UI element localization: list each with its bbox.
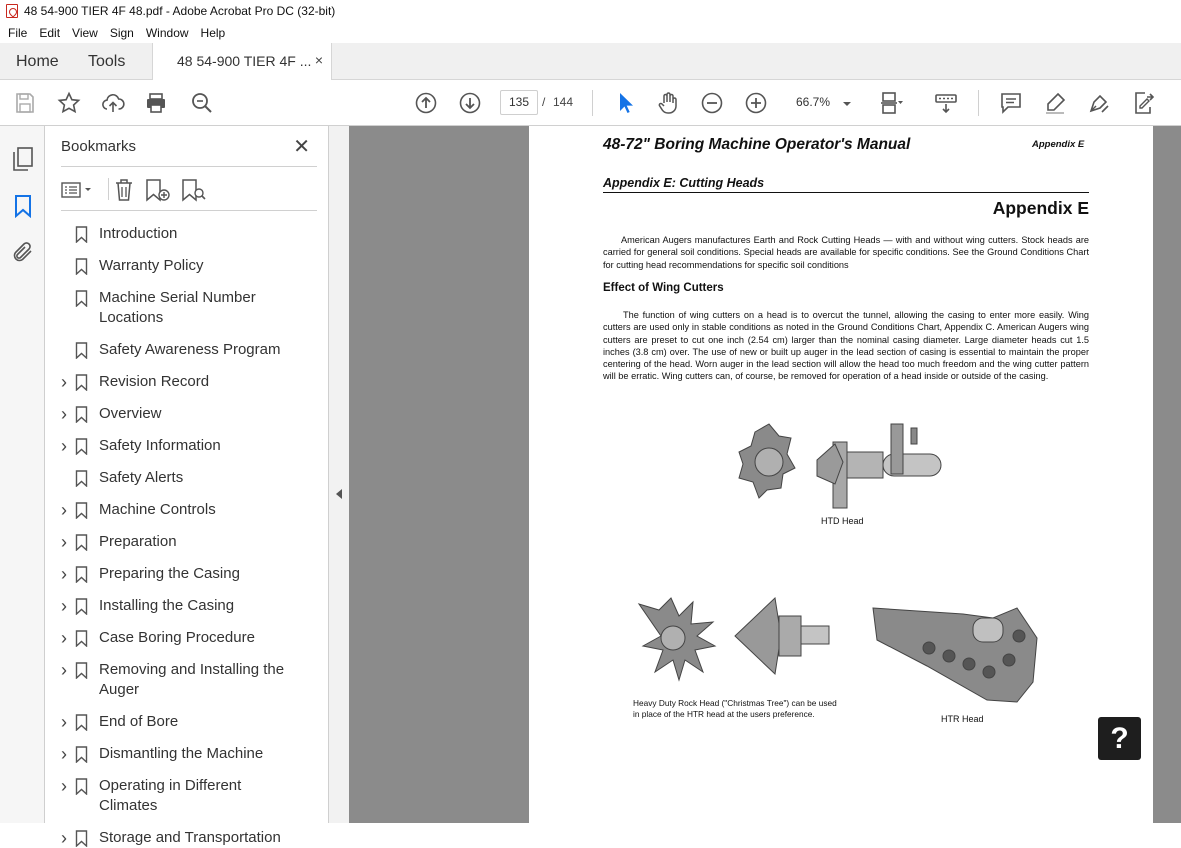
total-pages: 144 [553, 95, 574, 109]
bookmark-label: Warranty Policy [99, 257, 204, 274]
expand-chevron-icon[interactable]: › [61, 436, 67, 456]
acrobat-pdf-icon [6, 4, 18, 18]
save-icon[interactable] [12, 90, 38, 116]
collapse-panel-icon[interactable] [335, 488, 343, 503]
sign-pen-icon[interactable] [1086, 90, 1112, 116]
expand-chevron-icon[interactable]: › [61, 372, 67, 392]
htd-head-image [735, 420, 967, 512]
bookmark-flag-icon [75, 566, 88, 583]
expand-chevron-icon[interactable]: › [61, 744, 67, 764]
bookmark-label: Operating in Different Climates [99, 777, 242, 814]
expand-chevron-icon[interactable]: › [61, 596, 67, 616]
bookmark-options-menu-icon[interactable] [61, 180, 95, 203]
bookmark-flag-icon [75, 662, 88, 679]
page-display-icon[interactable] [878, 90, 904, 116]
bookmark-item[interactable] [45, 744, 307, 764]
bookmark-label: Safety Information [99, 437, 221, 454]
bookmark-flag-icon [75, 290, 88, 307]
bookmark-flag-icon [75, 714, 88, 731]
page-thumbnails-icon[interactable] [11, 146, 35, 175]
expand-chevron-icon[interactable]: › [61, 404, 67, 424]
chevron-down-icon[interactable] [842, 97, 852, 111]
bookmark-flag-icon [75, 470, 88, 487]
bookmark-flag-icon [75, 746, 88, 763]
htr-head-image [869, 600, 1049, 714]
bookmark-flag-icon [75, 830, 88, 847]
bookmark-label: Preparing the Casing [99, 565, 240, 582]
bookmark-flag-icon [75, 374, 88, 391]
bookmark-label: Safety Awareness Program [99, 341, 281, 358]
comment-icon[interactable] [998, 90, 1024, 116]
bookmark-label: Machine Serial Number Locations [99, 289, 256, 326]
page-number-input[interactable]: 135 [500, 90, 538, 115]
menu-window[interactable]: Window [145, 25, 189, 40]
bookmark-item[interactable] [45, 776, 307, 816]
bookmark-flag-icon [75, 630, 88, 647]
bookmark-label: Safety Alerts [99, 469, 184, 486]
bookmark-item[interactable] [45, 340, 307, 360]
bookmark-item[interactable] [45, 532, 307, 552]
bookmark-item[interactable] [45, 404, 307, 424]
bookmark-item[interactable] [45, 256, 307, 276]
new-bookmark-icon[interactable] [145, 178, 171, 205]
close-panel-icon[interactable]: ✕ [293, 136, 310, 158]
bookmark-flag-icon [75, 226, 88, 243]
expand-chevron-icon[interactable]: › [61, 828, 67, 848]
bookmarks-panel-title: Bookmarks [61, 138, 137, 155]
intro-paragraph: American Augers manufactures Earth and Rock Cutting Heads — with and without wing cutters. Stock heads are carried for general soil conditions. Special heads are available for specific conditions. See the Ground Conditions Chart for cutting head recommendations for specific soil conditions [603, 235, 1089, 270]
bookmark-flag-icon [75, 534, 88, 551]
body-paragraph: The function of wing cutters on a head is to overcut the tunnel, allowing the casing to enter more easily. Wing cutters are used only in stable conditions as noted in the Ground Conditions Chart, Appendix C. American Augers wing cutters are preset to cut one inch (2.54 cm) larger than the nominal casing diameter. Large diameter heads cut 1.5 inches (3.8 cm) over. The use of new or built up auger in the lead section of casing is essential to maintain the proper centering of the head. Worn auger in the lead section will allow the head too much freedom and the wing cutter pattern will be erratic. Wing cutters can, of course, be removed for operation of a head inside or outside of the casing. [603, 310, 1089, 382]
bookmark-label: Removing and Installing the Auger [99, 661, 285, 698]
bookmark-item[interactable] [45, 828, 307, 848]
document-view[interactable] [349, 126, 1181, 823]
panel-splitter[interactable] [328, 126, 349, 823]
appendix-heading: Appendix E [992, 198, 1089, 218]
bookmark-label: End of Bore [99, 713, 179, 730]
menu-edit[interactable]: Edit [39, 25, 61, 40]
tab-bar [0, 43, 1181, 80]
print-icon[interactable] [143, 90, 169, 116]
tab-home[interactable]: Home [16, 53, 59, 70]
expand-chevron-icon[interactable]: › [61, 776, 67, 796]
expand-chevron-icon[interactable]: › [61, 712, 67, 732]
delete-bookmark-icon[interactable] [113, 178, 135, 205]
manual-title: 48-72" Boring Machine Operator's Manual [603, 136, 911, 153]
bookmark-label: Preparation [99, 533, 177, 550]
rock-head-image [631, 592, 831, 684]
expand-chevron-icon[interactable]: › [61, 500, 67, 520]
rock-head-caption: Heavy Duty Rock Head ("Christmas Tree") can be used in place of the HTR head at the users preference. [633, 698, 837, 719]
tab-tools[interactable]: Tools [88, 53, 126, 70]
toolbar-divider [592, 90, 593, 116]
panel-toolbar-divider [108, 178, 109, 200]
previous-page-icon[interactable] [413, 90, 439, 116]
expand-chevron-icon[interactable]: › [61, 564, 67, 584]
bookmark-label: Machine Controls [99, 501, 216, 518]
toolbar [0, 80, 1181, 126]
bookmark-flag-icon [75, 438, 88, 455]
section-rule [603, 192, 1089, 193]
bookmarks-icon[interactable] [13, 194, 33, 221]
bookmark-flag-icon [75, 598, 88, 615]
help-button[interactable]: ? [1098, 717, 1141, 760]
bookmark-flag-icon [75, 406, 88, 423]
hand-tool-icon[interactable] [655, 90, 681, 116]
bookmark-item[interactable] [45, 500, 307, 520]
zoom-out-icon[interactable] [699, 90, 725, 116]
select-cursor-icon[interactable] [612, 90, 638, 116]
bookmark-label: Overview [99, 405, 162, 422]
zoom-level-select[interactable]: 66.7% [796, 95, 831, 109]
zoom-search-icon[interactable] [189, 90, 215, 116]
bookmarks-panel [45, 126, 328, 848]
page-separator: / [542, 95, 546, 109]
export-edit-icon[interactable] [1130, 90, 1156, 116]
tab-document[interactable] [152, 43, 332, 80]
menu-file[interactable]: File [8, 25, 28, 40]
bookmark-item[interactable] [45, 288, 307, 328]
bookmark-item[interactable] [45, 224, 307, 244]
bookmark-label: Storage and Transportation [99, 829, 281, 846]
bookmark-item[interactable] [45, 596, 307, 616]
menu-bar [0, 22, 1181, 43]
bookmark-label: Installing the Casing [99, 597, 235, 614]
bookmark-item[interactable] [45, 436, 307, 456]
toolbar-divider [978, 90, 979, 116]
bookmark-item[interactable] [45, 372, 307, 392]
htd-head-caption: HTD Head [821, 516, 864, 526]
attachments-paperclip-icon[interactable] [11, 240, 35, 267]
bookmark-label: Introduction [99, 225, 178, 242]
star-icon[interactable] [56, 90, 82, 116]
expand-chevron-icon[interactable]: › [61, 628, 67, 648]
menu-sign[interactable]: Sign [109, 25, 134, 40]
keyboard-scroll-icon[interactable] [933, 90, 959, 116]
menu-view[interactable]: View [72, 25, 98, 40]
zoom-in-icon[interactable] [743, 90, 769, 116]
bookmark-item[interactable] [45, 564, 307, 584]
upload-cloud-icon[interactable] [100, 90, 126, 116]
bookmark-flag-icon [75, 258, 88, 275]
highlight-pen-icon[interactable] [1042, 90, 1068, 116]
bookmark-item[interactable] [45, 468, 307, 488]
pdf-page [529, 126, 1153, 823]
title-bar [0, 0, 1181, 22]
header-appendix-label: Appendix E [1032, 139, 1085, 150]
window-title: 48 54-900 TIER 4F 48.pdf - Adobe Acrobat Pro DC (32-bit) [24, 4, 336, 18]
navigation-rail [0, 126, 45, 823]
panel-divider [61, 166, 317, 167]
bookmark-flag-icon [75, 502, 88, 519]
tab-document-label: 48 54-900 TIER 4F ... [177, 53, 312, 69]
htr-head-caption: HTR Head [941, 714, 984, 724]
expand-chevron-icon[interactable]: › [61, 660, 67, 680]
section-title: Appendix E: Cutting Heads [603, 176, 765, 190]
bookmark-label: Dismantling the Machine [99, 745, 264, 762]
subheading: Effect of Wing Cutters [603, 282, 724, 294]
bookmark-search-icon[interactable] [181, 178, 207, 205]
bookmark-item[interactable] [45, 628, 307, 648]
bookmark-item[interactable] [45, 712, 307, 732]
panel-divider [61, 210, 317, 211]
bookmark-flag-icon [75, 778, 88, 795]
bookmark-item[interactable] [45, 660, 307, 700]
bookmark-flag-icon [75, 342, 88, 359]
menu-help[interactable]: Help [200, 25, 226, 40]
bookmark-label: Case Boring Procedure [99, 629, 255, 646]
expand-chevron-icon[interactable]: › [61, 532, 67, 552]
close-tab-icon[interactable]: × [314, 52, 323, 68]
bookmark-label: Revision Record [99, 373, 210, 390]
next-page-icon[interactable] [457, 90, 483, 116]
